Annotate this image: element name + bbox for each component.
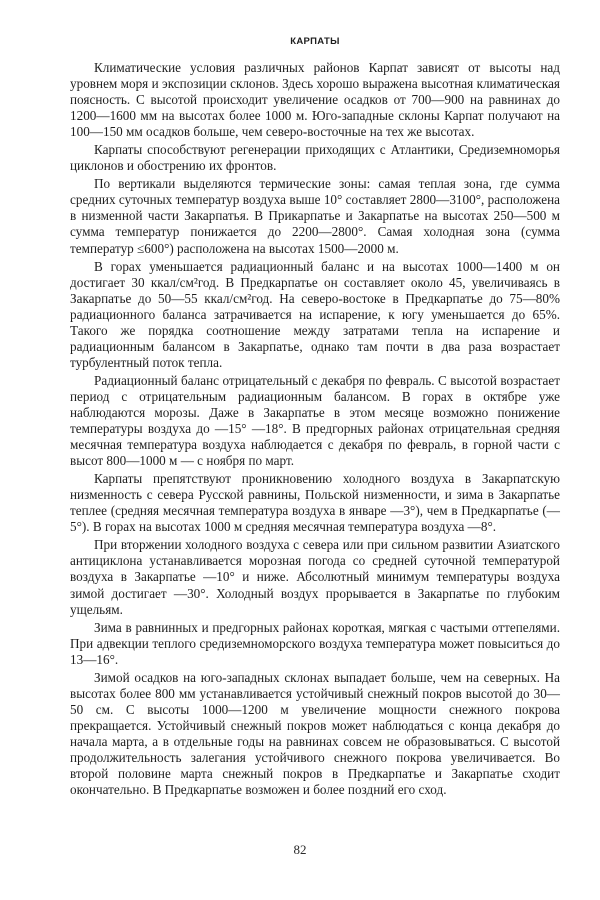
page-number: 82 [293,842,307,857]
paragraph-7: При вторжении холодного воздуха с севера или при сильном развитии Азиатского антициклона устанавливается морозная погода со средней суточной температурой воздуха в Закарпатье —10° и ниже. Абсолютный минимум температуры воздуха зимой достигает —30°. Холодный воздух прорывается в Закарпатье по глубоким ущельям. [70,537,560,617]
paragraph-1: Климатические условия различных районов Карпат зависят от высоты над уровнем моря и экспозиции склонов. Здесь хорошо выражена высотная климатическая поясность. С высотой происходит увеличение осадков от 700—900 на равнинах до 1200—1600 мм на высотах более 1000 м. Юго-западные склоны Карпат получают на 100—150 мм осадков больше, чем северо-восточные на тех же высотах. [70,60,560,140]
page-body [70,36,560,800]
paragraph-5: Радиационный баланс отрицательный с декабря по февраль. С высотой возрастает период с отрицательным радиационным балансом. В горах в октябре уже наблюдаются морозы. Даже в Закарпатье в этом месяце возможно понижение температуры воздуха до —15° —18°. В предгорных районах отрицательная средняя месячная температура воздуха наблюдается с декабря по февраль, в горной части с высот 800—1000 м — с ноября по март. [70,372,560,469]
paragraph-2: Карпаты способствуют регенерации приходящих с Атлантики, Средиземноморья циклонов и обострению их фронтов. [70,142,560,174]
paragraph-9: Зимой осадков на юго-западных склонах выпадает больше, чем на северных. На высотах более 800 мм устанавливается устойчивый снежный покров высотой до 30—50 см. С высоты 1000—1200 м увеличение мощности снежного покрова прекращается. Устойчивый снежный покров может наблюдаться с конца декабря до начала марта, а в отдельные годы на равнинах совсем не образовываться. С высотой продолжительность залегания устойчивого снежного покрова увеличивается. Во второй половине марта снежный покров в Предкарпатье и Закарпатье сходит окончательно. В Предкарпатье возможен и более поздний его сход. [70,669,560,798]
paragraph-8: Зима в равнинных и предгорных районах короткая, мягкая с частыми оттепелями. При адвекции теплого средиземноморского воздуха температура может повыситься до 13—16°. [70,619,560,667]
paragraph-3: По вертикали выделяются термические зоны: самая теплая зона, где сумма средних суточных температур воздуха выше 10° составляет 2800—3100°, расположена в низменной части Закарпатья. В Прикарпатье и Закарпатье на высотах 250—500 м сумма температур понижается до 2200—2800°. Самая холодная зона (сумма температур ≤600°) расположена на высотах 1500—2000 м. [70,176,560,256]
paragraph-4: В горах уменьшается радиационный баланс и на высотах 1000—1400 м он достигает 30 ккал/см²год. В Предкарпатье он составляет около 45, увеличиваясь в Закарпатье до 50—55 ккал/см²год. На северо-востоке в Предкарпатье до 75—80% радиационного баланса затрачивается на испарение, к югу уменьшается до 65%. Такого же порядка соотношение между затратами тепла на испарение и радиационным балансом в Закарпатье, однако там почти в два раза возрастает турбулентный поток тепла. [70,258,560,370]
running-header: КАРПАТЫ [290,36,340,47]
paragraph-6: Карпаты препятствуют проникновению холодного воздуха в Закарпатскую низменность с севера Русской равнины, Польской низменности, и зима в Закарпатье теплее (средняя месячная температура воздуха в январе —3°), чем в Предкарпатье (—5°). В горах на высотах 1000 м средняя месячная температура воздуха —8°. [70,471,560,535]
